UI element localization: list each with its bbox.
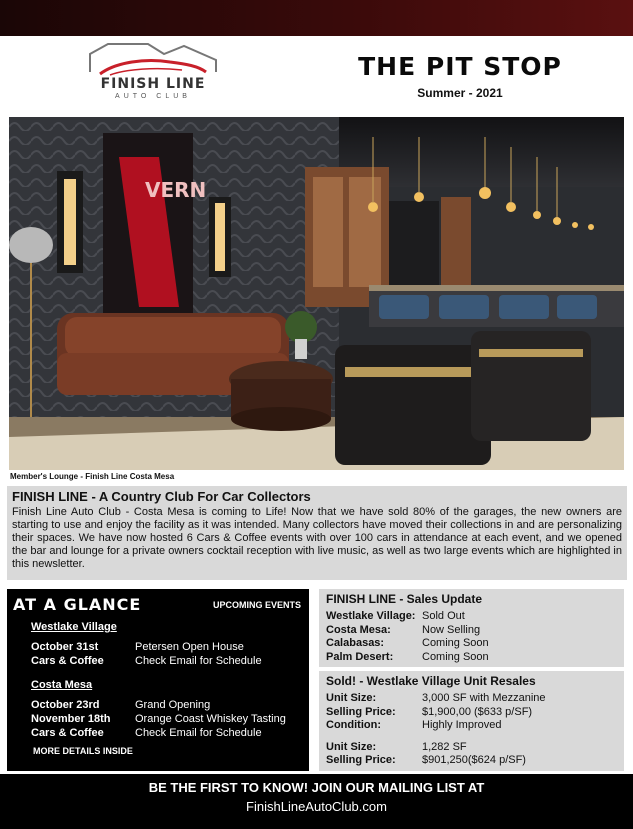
website-link[interactable]: FinishLineAutoClub.com — [246, 799, 387, 814]
photo-caption: Member's Lounge - Finish Line Costa Mesa — [10, 472, 175, 481]
sales-row — [326, 610, 617, 624]
sales-status: Sold Out — [422, 610, 465, 622]
footer-banner — [0, 774, 633, 829]
event-date: Cars & Coffee — [31, 655, 104, 667]
event-row — [31, 655, 303, 667]
sales-status: Coming Soon — [422, 637, 489, 649]
sales-status: Coming Soon — [422, 650, 489, 663]
upcoming-events-label: UPCOMING EVENTS — [212, 600, 301, 610]
newsletter-title: THE PIT STOP — [358, 52, 562, 81]
resale-label: Unit Size: — [326, 692, 377, 704]
location-westlake-village[interactable]: Westlake Village — [31, 621, 117, 633]
neon-sign-text: VERN — [145, 178, 207, 202]
event-name: Check Email for Schedule — [135, 655, 262, 667]
top-banner — [0, 0, 633, 36]
sales-update-panel — [319, 589, 624, 667]
more-details-link[interactable]: MORE DETAILS INSIDE — [33, 746, 133, 756]
issue-date: Summer - 2021 — [417, 86, 503, 100]
event-date: November 18th — [31, 713, 111, 725]
resale-value: 3,000 SF with Mezzanine — [422, 692, 546, 704]
resale-row — [326, 741, 617, 755]
event-row — [31, 727, 303, 739]
sales-location: Costa Mesa: — [326, 623, 391, 636]
resale-label: Selling Price: — [326, 705, 396, 718]
sales-location: Calabasas: — [326, 637, 385, 649]
event-date: October 31st — [31, 641, 99, 653]
event-row — [31, 713, 303, 725]
logo-garage-car-icon — [86, 42, 220, 78]
event-date: Cars & Coffee — [31, 727, 104, 739]
finish-line-logo[interactable] — [86, 42, 220, 104]
resale-row — [326, 706, 617, 720]
resale-row — [326, 754, 617, 768]
resale-value: Highly Improved — [422, 719, 502, 731]
location-costa-mesa[interactable]: Costa Mesa — [31, 679, 93, 691]
resale-value: $1,900,00 ($633 p/SF) — [422, 705, 533, 718]
resale-row — [326, 692, 617, 706]
event-name: Grand Opening — [135, 699, 211, 711]
resale-value: 1,282 SF — [422, 740, 467, 753]
sales-location: Westlake Village: — [326, 610, 416, 622]
resales-heading: Sold! - Westlake Village Unit Resales — [326, 674, 536, 688]
resale-label: Unit Size: — [326, 740, 377, 753]
event-row — [31, 641, 303, 653]
resale-row — [326, 719, 617, 733]
sales-location: Palm Desert: — [326, 650, 394, 663]
sales-row — [326, 624, 617, 638]
logo-wordmark: FINISH LINE — [100, 76, 206, 92]
event-date: October 23rd — [31, 699, 100, 711]
sales-row — [326, 651, 617, 665]
intro-heading: FINISH LINE - A Country Club For Car Collectors — [12, 489, 311, 504]
sales-update-heading: FINISH LINE - Sales Update — [326, 592, 483, 606]
mailing-list-cta: BE THE FIRST TO KNOW! JOIN OUR MAILING LIST AT — [148, 780, 485, 795]
event-name: Orange Coast Whiskey Tasting — [135, 713, 286, 725]
event-row — [31, 699, 303, 711]
resale-label: Selling Price: — [326, 754, 396, 766]
lounge-photo — [9, 117, 624, 470]
glance-title: AT A GLANCE — [13, 595, 142, 614]
intro-section — [7, 486, 627, 580]
sales-row — [326, 637, 617, 651]
event-name: Petersen Open House — [135, 641, 244, 653]
at-a-glance-box — [7, 589, 309, 771]
intro-body: Finish Line Auto Club - Costa Mesa is coming to Life! Now that we have sold 80% of the garages, the new owners are starting to use and enjoy the facility as it was intended. Many collectors have moved their collections in and are personalizing their spaces. We have now hosted 6 Cars & Coffee events with over 100 cars in attendance at each event, and we opened the bar and lounge for a private owners cocktail reception with live music, as well as two large events which are highlighted in this newsletter. — [12, 506, 622, 570]
event-name: Check Email for Schedule — [135, 727, 262, 739]
resales-panel — [319, 671, 624, 771]
resale-value: $901,250($624 p/SF) — [422, 754, 526, 766]
sales-status: Now Selling — [422, 623, 481, 636]
logo-subtitle: AUTO CLUB — [115, 93, 191, 100]
resale-label: Condition: — [326, 719, 381, 731]
